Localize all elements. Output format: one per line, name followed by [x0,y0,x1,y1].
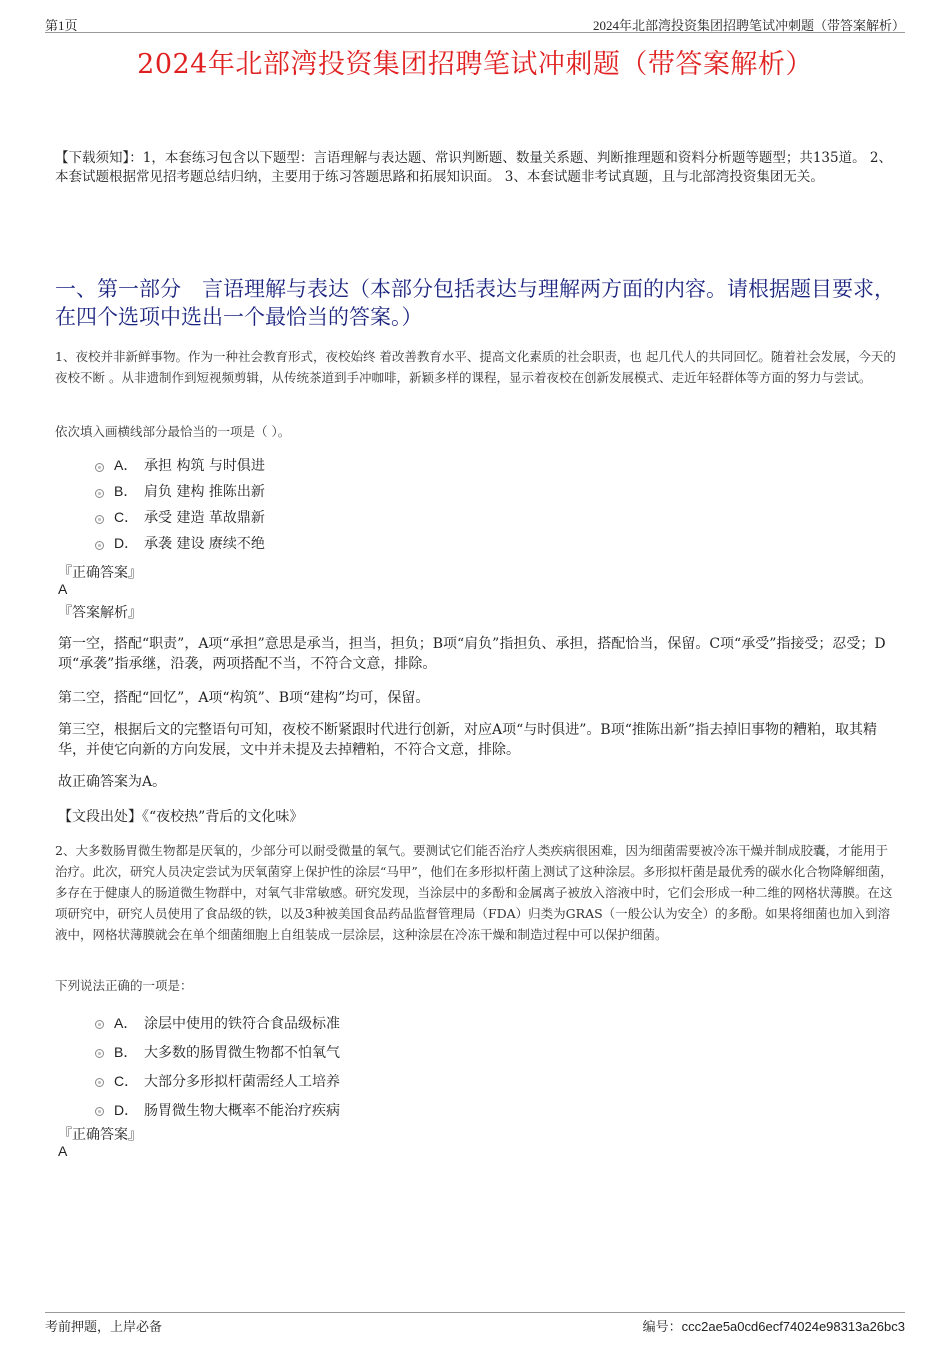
option-c[interactable] [95,1066,595,1095]
question-2-prompt: 下列说法正确的一项是： [55,978,193,993]
option-text: 涂层中使用的铁符合食品级标准 [144,1015,340,1032]
footer-code-label: 编号： [642,1320,682,1335]
option-c[interactable] [95,504,595,530]
analysis-paragraph: 第一空，搭配“职责”，A项“承担”意思是承当，担当，担负；B项“肩负”指担负、承担，搭配恰当，保留。C项“承受”指接受；忍受；D项“承袭”指承继，沿袭，两项搭配不当，不符合文意，排除。 [58,636,886,672]
option-b[interactable] [95,478,595,504]
header-doc-name: 2024年北部湾投资集团招聘笔试冲刺题（带答案解析） [592,18,905,33]
question-1-prompt: 依次填入画横线部分最恰当的一项是（ ）。 [55,424,291,439]
option-text: 肠胃微生物大概率不能治疗疾病 [144,1102,340,1119]
footer-code [643,1316,905,1335]
section-title: 一、第一部分 言语理解与表达（本部分包括表达与理解两方面的内容。请根据题目要求，在四个选项中选出一个最恰当的答案。） [55,277,895,329]
document-title: 2024年北部湾投资集团招聘笔试冲刺题（带答案解析） [137,49,813,80]
option-text: 肩负 建构 推陈出新 [144,484,265,500]
option-letter: C． [114,509,139,525]
analysis-paragraph: 第三空，根据后文的完整语句可知，夜校不断紧跟时代进行创新，对应A项“与时俱进”。B项“推陈出新”指去掉旧事物的糟粕，取其精华，并使它向新的方向发展，文中并未提及去掉糟粕，不符合文意，排除。 [58,722,878,758]
text-source: 【文段出处】《“夜校热”背后的文化味》 [58,809,304,825]
analysis-label: 『答案解析』 [58,605,142,621]
option-text: 承受 建造 革故鼎新 [144,510,265,526]
option-letter: D． [114,535,139,551]
radio-icon[interactable] [95,463,104,472]
option-d[interactable] [95,1095,595,1124]
analysis-paragraph: 第二空，搭配“回忆”，A项“构筑”、B项“建构”均可，保留。 [58,690,430,706]
question-2-options [95,1008,595,1124]
radio-icon[interactable] [95,541,104,550]
option-letter: A． [114,1014,138,1031]
option-letter: D． [114,1101,139,1118]
footer-slogan: 考前押题，上岸必备 [45,1320,163,1335]
download-notice: 【下载须知】：1，本套练习包含以下题型：言语理解与表达题、常识判断题、数量关系题、判断推理题和资料分析题等题型；共135道。 2、本套试题根据常见招考题总结归纳，主要用于练习答题思路和拓展知识面。 3、本套试题非考试真题，且与北部湾投资集团无关。 [55,150,892,185]
radio-icon[interactable] [95,1049,104,1058]
page-footer [45,1312,905,1333]
radio-icon[interactable] [95,489,104,498]
footer-code-value: ccc2ae5a0cd6ecf74024e98313a26bc3 [681,1319,905,1334]
question-1-options [95,452,595,556]
correct-answer-label: 『正确答案』 [58,565,142,581]
option-b[interactable] [95,1037,595,1066]
page-header [45,14,905,33]
option-letter: B． [114,483,138,499]
correct-answer: A [58,581,68,597]
option-text: 承担 构筑 与时俱进 [144,458,265,474]
radio-icon[interactable] [95,1078,104,1087]
option-text: 大部分多形拟杆菌需经人工培养 [144,1073,340,1090]
option-text: 大多数的肠胃微生物都不怕氧气 [144,1044,340,1061]
option-d[interactable] [95,530,595,556]
correct-answer: A [58,1143,68,1159]
option-text: 承袭 建设 赓续不绝 [144,536,265,552]
analysis-conclusion: 故正确答案为A。 [58,774,167,790]
option-letter: A． [114,457,138,473]
question-1-text: 1、夜校并非新鲜事物。作为一种社会教育形式，夜校始终 着改善教育水平、提高文化素质的社会职责，也 起几代人的共同回忆。随着社会发展，今天的夜校不断 。从非遗制作到短视频剪辑，从传统茶道到手冲咖啡，新颖多样的课程，显示着夜校在创新发展模式、走近年轻群体等方面的努力与尝试。 [55,349,896,385]
page-number: 第1页 [45,18,78,33]
option-a[interactable] [95,1008,595,1037]
radio-icon[interactable] [95,1107,104,1116]
radio-icon[interactable] [95,515,104,524]
radio-icon[interactable] [95,1020,104,1029]
correct-answer-label: 『正确答案』 [58,1127,142,1143]
option-letter: C． [114,1072,139,1089]
question-2-text: 2、大多数肠胃微生物都是厌氧的，少部分可以耐受微量的氧气。要测试它们能否治疗人类疾病很困难，因为细菌需要被冷冻干燥并制成胶囊，才能用于治疗。此次，研究人员决定尝试为厌氧菌穿上保护性的涂层“马甲”，他们在多形拟杆菌上测试了这种涂层。多形拟杆菌是最优秀的碳水化合物降解细菌，多存在于健康人的肠道微生物群中，对氧气非常敏感。研究发现，当涂层中的多酚和金属离子被放入溶液中时，它们会形成一种二维的网格状薄膜。在这项研究中，研究人员使用了食品级的铁，以及3种被美国食品药品监督管理局（FDA）归类为GRAS（一般公认为安全）的多酚。如果将细菌也加入到溶液中，网格状薄膜就会在单个细菌细胞上自组装成一层涂层，这种涂层在冷冻干燥和制造过程中可以保护细菌。 [55,843,893,942]
option-letter: B． [114,1043,138,1060]
option-a[interactable] [95,452,595,478]
